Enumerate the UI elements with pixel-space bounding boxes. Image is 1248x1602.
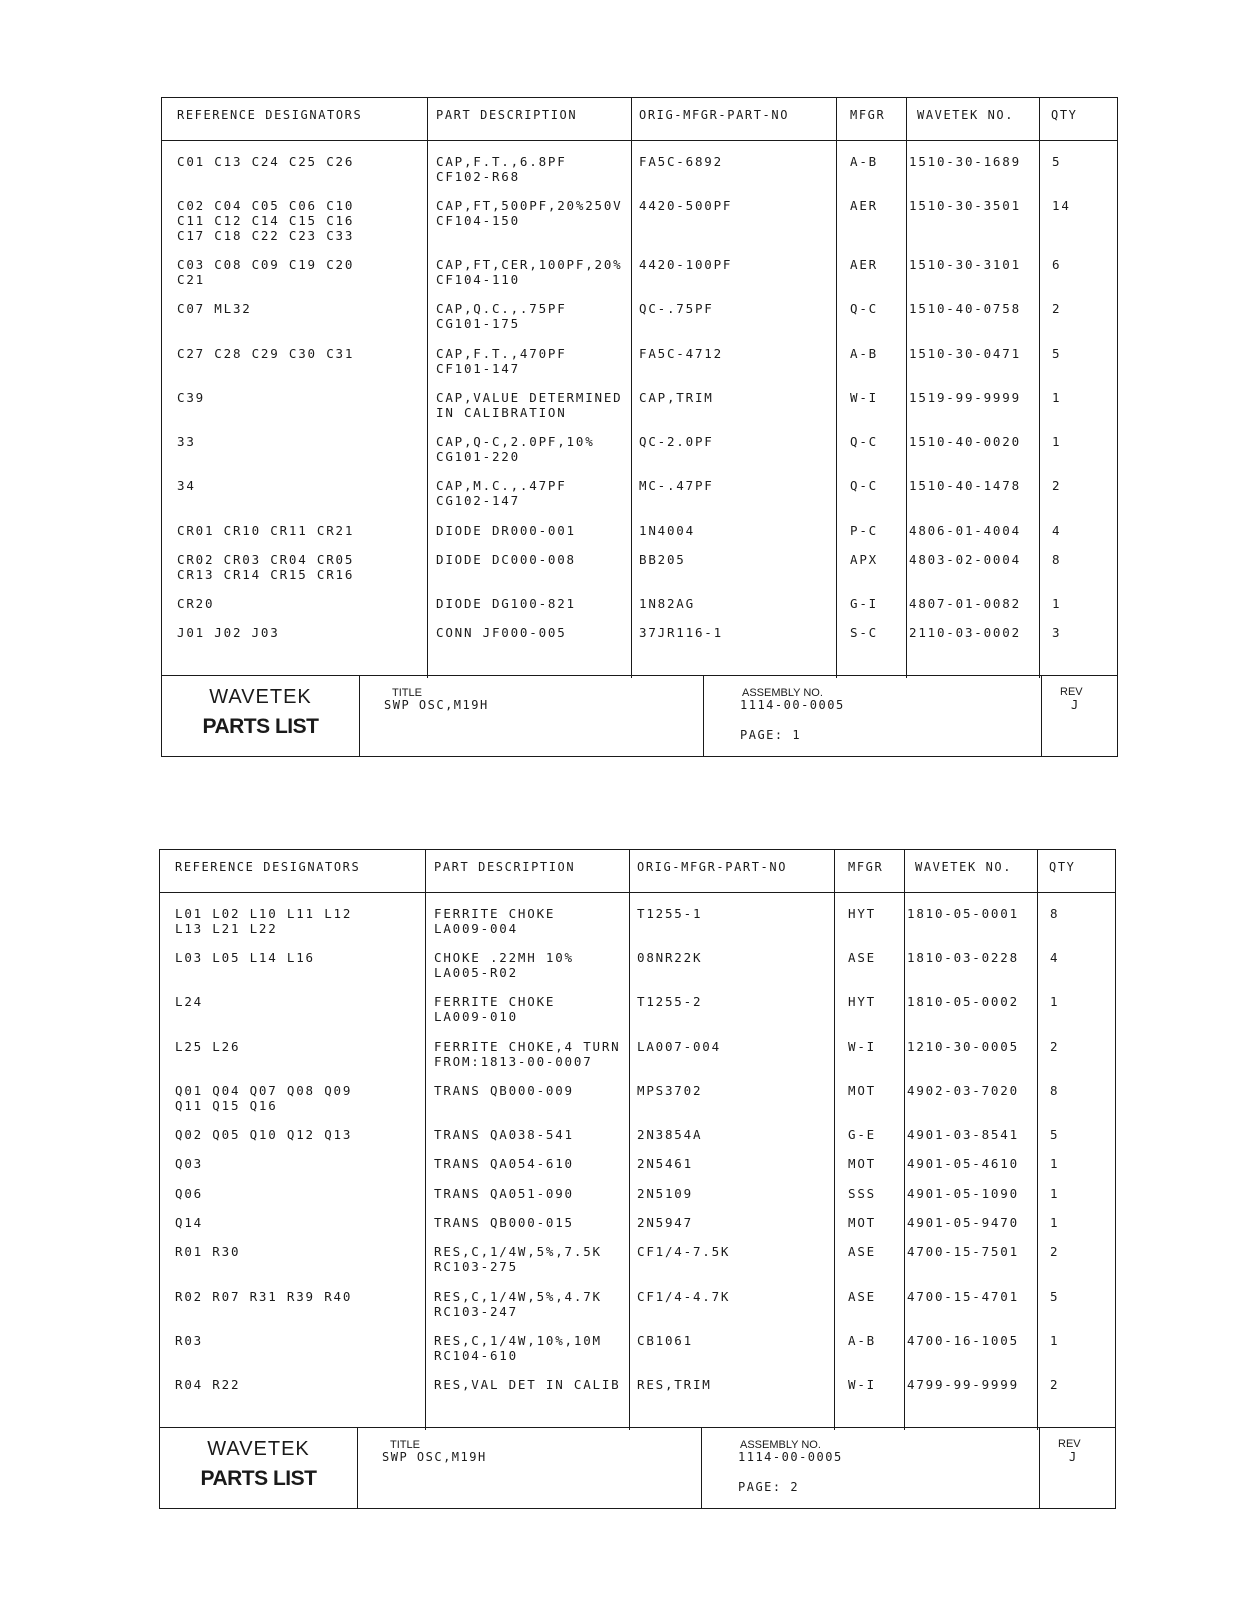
mfgr-cell: Q-C [850, 301, 878, 316]
ref-designators-cell: 34 [177, 478, 196, 493]
qty-cell: 1 [1050, 1333, 1060, 1348]
orig-part-no-cell: QC-.75PF [639, 301, 714, 316]
qty-cell: 14 [1052, 198, 1071, 213]
orig-part-no-cell: T1255-1 [637, 906, 703, 921]
rev-label: REV [1060, 686, 1083, 698]
wavetek-no-cell: 1210-30-0005 [907, 1039, 1019, 1054]
orig-part-no-cell: 2N5947 [637, 1215, 693, 1230]
orig-part-no-cell: LA007-004 [637, 1039, 721, 1054]
part-description-cell: CAP,F.T.,470PF CF101-147 [436, 346, 567, 376]
orig-part-no-cell: 4420-100PF [639, 257, 733, 272]
ref-designators-cell: R04 R22 [175, 1377, 241, 1392]
qty-cell: 1 [1050, 1215, 1060, 1230]
orig-part-no-cell: CF1/4-4.7K [637, 1289, 731, 1304]
part-description-cell: RES,C,1/4W,5%,7.5K RC103-275 [434, 1244, 602, 1274]
part-description-cell: TRANS QB000-009 [434, 1083, 574, 1098]
column-header-qty: QTY [1049, 860, 1076, 874]
column-header-orig-mfgr-part-no: ORIG-MFGR-PART-NO [637, 860, 788, 874]
part-description-cell: TRANS QA054-610 [434, 1156, 574, 1171]
mfgr-cell: A-B [850, 154, 878, 169]
part-description-cell: CAP,FT,500PF,20%250V CF104-150 [436, 198, 623, 228]
part-description-cell: FERRITE CHOKE LA009-004 [434, 906, 556, 936]
part-description-cell: DIODE DG100-821 [436, 596, 576, 611]
ref-designators-cell: L01 L02 L10 L11 L12 L13 L21 L22 [175, 906, 353, 936]
mfgr-cell: ASE [848, 950, 876, 965]
wavetek-no-cell: 4700-15-4701 [907, 1289, 1019, 1304]
orig-part-no-cell: 2N5109 [637, 1186, 693, 1201]
wavetek-no-cell: 4902-03-7020 [907, 1083, 1019, 1098]
qty-cell: 2 [1052, 478, 1062, 493]
qty-cell: 5 [1050, 1127, 1060, 1142]
mfgr-cell: G-I [850, 596, 878, 611]
rev-value: J [1071, 698, 1080, 712]
mfgr-cell: SSS [848, 1186, 876, 1201]
page-number: PAGE: 1 [740, 728, 802, 742]
orig-part-no-cell: 1N4004 [639, 523, 695, 538]
orig-part-no-cell: FA5C-6892 [639, 154, 723, 169]
mfgr-cell: AER [850, 198, 878, 213]
mfgr-cell: MOT [848, 1083, 876, 1098]
wavetek-no-cell: 4901-05-1090 [907, 1186, 1019, 1201]
wavetek-no-cell: 4901-05-9470 [907, 1215, 1019, 1230]
ref-designators-cell: Q14 [175, 1215, 203, 1230]
ref-designators-cell: J01 J02 J03 [177, 625, 280, 640]
ref-designators-cell: C27 C28 C29 C30 C31 [177, 346, 355, 361]
qty-cell: 5 [1052, 154, 1062, 169]
ref-designators-cell: C07 ML32 [177, 301, 252, 316]
part-description-cell: RES,VAL DET IN CALIB [434, 1377, 621, 1392]
ref-designators-cell: R02 R07 R31 R39 R40 [175, 1289, 353, 1304]
ref-designators-cell: Q06 [175, 1186, 203, 1201]
ref-designators-cell: 33 [177, 434, 196, 449]
column-header-mfgr: MFGR [848, 860, 884, 874]
mfgr-cell: APX [850, 552, 878, 567]
wavetek-logo [162, 686, 359, 739]
title-block [162, 675, 1117, 756]
wavetek-no-cell: 1510-30-1689 [909, 154, 1021, 169]
part-description-cell: RES,C,1/4W,10%,10M RC104-610 [434, 1333, 602, 1363]
title-value: SWP OSC,M19H [384, 698, 489, 712]
wavetek-no-cell: 4807-01-0082 [909, 596, 1021, 611]
part-description-cell: CHOKE .22MH 10% LA005-R02 [434, 950, 574, 980]
brand-logo: WAVETEK [209, 686, 312, 708]
wavetek-no-cell: 4806-01-4004 [909, 523, 1021, 538]
mfgr-cell: A-B [850, 346, 878, 361]
wavetek-no-cell: 4901-03-8541 [907, 1127, 1019, 1142]
qty-cell: 1 [1050, 1186, 1060, 1201]
qty-cell: 8 [1052, 552, 1062, 567]
wavetek-no-cell: 1510-40-0758 [909, 301, 1021, 316]
ref-designators-cell: CR20 [177, 596, 215, 611]
qty-cell: 1 [1052, 434, 1062, 449]
ref-designators-cell: C03 C08 C09 C19 C20 C21 [177, 257, 355, 287]
orig-part-no-cell: MPS3702 [637, 1083, 703, 1098]
brand-logo: WAVETEK [207, 1438, 310, 1460]
orig-part-no-cell: 1N82AG [639, 596, 695, 611]
part-description-cell: DIODE DR000-001 [436, 523, 576, 538]
title-block [160, 1427, 1115, 1508]
parts-table [160, 850, 1115, 1430]
orig-part-no-cell: 2N3854A [637, 1127, 703, 1142]
part-description-cell: TRANS QA051-090 [434, 1186, 574, 1201]
orig-part-no-cell: 08NR22K [637, 950, 703, 965]
mfgr-cell: ASE [848, 1244, 876, 1259]
ref-designators-cell: R01 R30 [175, 1244, 241, 1259]
orig-part-no-cell: CF1/4-7.5K [637, 1244, 731, 1259]
orig-part-no-cell: CB1061 [637, 1333, 693, 1348]
qty-cell: 3 [1052, 625, 1062, 640]
ref-designators-cell: Q01 Q04 Q07 Q08 Q09 Q11 Q15 Q16 [175, 1083, 353, 1113]
wavetek-no-cell: 4803-02-0004 [909, 552, 1021, 567]
part-description-cell: CAP,M.C.,.47PF CG102-147 [436, 478, 567, 508]
mfgr-cell: HYT [848, 906, 876, 921]
qty-cell: 8 [1050, 906, 1060, 921]
qty-cell: 8 [1050, 1083, 1060, 1098]
ref-designators-cell: R03 [175, 1333, 203, 1348]
qty-cell: 1 [1050, 1156, 1060, 1171]
qty-cell: 1 [1050, 994, 1060, 1009]
orig-part-no-cell: 4420-500PF [639, 198, 733, 213]
title-label: TITLE [390, 1439, 420, 1451]
parts-list-label: PARTS LIST [202, 715, 319, 738]
part-description-cell: TRANS QB000-015 [434, 1215, 574, 1230]
ref-designators-cell: L24 [175, 994, 203, 1009]
wavetek-no-cell: 1510-40-1478 [909, 478, 1021, 493]
column-header-part-description: PART DESCRIPTION [436, 108, 578, 122]
mfgr-cell: P-C [850, 523, 878, 538]
mfgr-cell: W-I [848, 1039, 876, 1054]
wavetek-no-cell: 2110-03-0002 [909, 625, 1021, 640]
assembly-label: ASSEMBLY NO. [740, 1439, 821, 1451]
wavetek-no-cell: 4700-15-7501 [907, 1244, 1019, 1259]
ref-designators-cell: Q03 [175, 1156, 203, 1171]
part-description-cell: CAP,Q-C,2.0PF,10% CG101-220 [436, 434, 595, 464]
title-value: SWP OSC,M19H [382, 1450, 487, 1464]
mfgr-cell: MOT [848, 1156, 876, 1171]
qty-cell: 2 [1050, 1039, 1060, 1054]
page-number: PAGE: 2 [738, 1480, 800, 1494]
part-description-cell: CAP,VALUE DETERMINED IN CALIBRATION [436, 390, 623, 420]
rev-value: J [1069, 1450, 1078, 1464]
orig-part-no-cell: RES,TRIM [637, 1377, 712, 1392]
wavetek-no-cell: 1510-30-3501 [909, 198, 1021, 213]
column-header-wavetek-no: WAVETEK NO. [917, 108, 1015, 122]
ref-designators-cell: C39 [177, 390, 205, 405]
orig-part-no-cell: CAP,TRIM [639, 390, 714, 405]
part-description-cell: CONN JF000-005 [436, 625, 567, 640]
assembly-number: 1114-00-0005 [740, 698, 845, 712]
ref-designators-cell: L25 L26 [175, 1039, 241, 1054]
ref-designators-cell: C02 C04 C05 C06 C10 C11 C12 C14 C15 C16 C17 C18 C22 C23 C33 [177, 198, 355, 243]
ref-designators-cell: C01 C13 C24 C25 C26 [177, 154, 355, 169]
mfgr-cell: W-I [848, 1377, 876, 1392]
orig-part-no-cell: FA5C-4712 [639, 346, 723, 361]
orig-part-no-cell: QC-2.0PF [639, 434, 714, 449]
wavetek-no-cell: 1810-05-0002 [907, 994, 1019, 1009]
mfgr-cell: MOT [848, 1215, 876, 1230]
qty-cell: 5 [1050, 1289, 1060, 1304]
mfgr-cell: AER [850, 257, 878, 272]
mfgr-cell: A-B [848, 1333, 876, 1348]
qty-cell: 4 [1052, 523, 1062, 538]
wavetek-no-cell: 4799-99-9999 [907, 1377, 1019, 1392]
qty-cell: 2 [1050, 1377, 1060, 1392]
assembly-number: 1114-00-0005 [738, 1450, 843, 1464]
ref-designators-cell: Q02 Q05 Q10 Q12 Q13 [175, 1127, 353, 1142]
orig-part-no-cell: T1255-2 [637, 994, 703, 1009]
mfgr-cell: ASE [848, 1289, 876, 1304]
qty-cell: 6 [1052, 257, 1062, 272]
qty-cell: 1 [1052, 596, 1062, 611]
mfgr-cell: Q-C [850, 478, 878, 493]
mfgr-cell: S-C [850, 625, 878, 640]
part-description-cell: CAP,FT,CER,100PF,20% CF104-110 [436, 257, 623, 287]
qty-cell: 5 [1052, 346, 1062, 361]
wavetek-no-cell: 1519-99-9999 [909, 390, 1021, 405]
mfgr-cell: HYT [848, 994, 876, 1009]
column-header-mfgr: MFGR [850, 108, 886, 122]
mfgr-cell: W-I [850, 390, 878, 405]
column-header-qty: QTY [1051, 108, 1078, 122]
orig-part-no-cell: 37JR116-1 [639, 625, 723, 640]
qty-cell: 2 [1050, 1244, 1060, 1259]
wavetek-no-cell: 4700-16-1005 [907, 1333, 1019, 1348]
title-label: TITLE [392, 687, 422, 699]
ref-designators-cell: CR02 CR03 CR04 CR05 CR13 CR14 CR15 CR16 [177, 552, 355, 582]
rev-label: REV [1058, 1438, 1081, 1450]
parts-table [162, 98, 1117, 678]
orig-part-no-cell: BB205 [639, 552, 686, 567]
part-description-cell: CAP,F.T.,6.8PF CF102-R68 [436, 154, 567, 184]
ref-designators-cell: CR01 CR10 CR11 CR21 [177, 523, 355, 538]
wavetek-no-cell: 1810-03-0228 [907, 950, 1019, 965]
wavetek-no-cell: 4901-05-4610 [907, 1156, 1019, 1171]
column-header-reference-designators: REFERENCE DESIGNATORS [175, 860, 361, 874]
part-description-cell: RES,C,1/4W,5%,4.7K RC103-247 [434, 1289, 602, 1319]
ref-designators-cell: L03 L05 L14 L16 [175, 950, 315, 965]
mfgr-cell: G-E [848, 1127, 876, 1142]
part-description-cell: TRANS QA038-541 [434, 1127, 574, 1142]
assembly-label: ASSEMBLY NO. [742, 687, 823, 699]
part-description-cell: FERRITE CHOKE LA009-010 [434, 994, 556, 1024]
column-header-reference-designators: REFERENCE DESIGNATORS [177, 108, 363, 122]
wavetek-logo [160, 1438, 357, 1491]
qty-cell: 1 [1052, 390, 1062, 405]
column-header-part-description: PART DESCRIPTION [434, 860, 576, 874]
qty-cell: 4 [1050, 950, 1060, 965]
parts-list-sheet-1 [161, 97, 1118, 757]
parts-list-sheet-2 [159, 849, 1116, 1509]
wavetek-no-cell: 1810-05-0001 [907, 906, 1019, 921]
wavetek-no-cell: 1510-30-3101 [909, 257, 1021, 272]
part-description-cell: CAP,Q.C.,.75PF CG101-175 [436, 301, 567, 331]
mfgr-cell: Q-C [850, 434, 878, 449]
wavetek-no-cell: 1510-30-0471 [909, 346, 1021, 361]
part-description-cell: DIODE DC000-008 [436, 552, 576, 567]
column-header-orig-mfgr-part-no: ORIG-MFGR-PART-NO [639, 108, 790, 122]
orig-part-no-cell: 2N5461 [637, 1156, 693, 1171]
qty-cell: 2 [1052, 301, 1062, 316]
part-description-cell: FERRITE CHOKE,4 TURN FROM:1813-00-0007 [434, 1039, 621, 1069]
wavetek-no-cell: 1510-40-0020 [909, 434, 1021, 449]
column-header-wavetek-no: WAVETEK NO. [915, 860, 1013, 874]
parts-list-label: PARTS LIST [200, 1467, 317, 1490]
orig-part-no-cell: MC-.47PF [639, 478, 714, 493]
